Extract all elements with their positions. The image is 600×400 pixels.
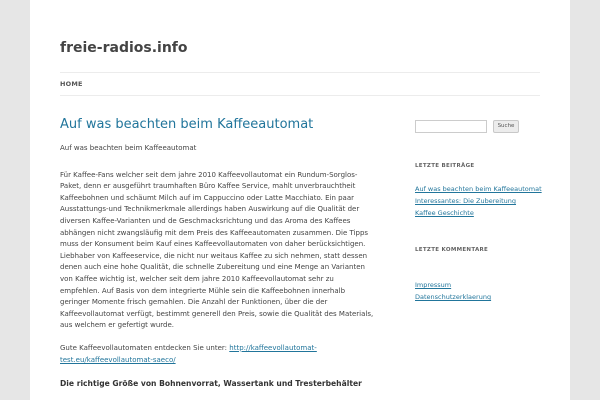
recent-comments-title: LETZTE KOMMENTARE	[415, 247, 489, 253]
page-container	[30, 0, 570, 400]
page-link-impressum[interactable]: Impressum	[415, 281, 452, 289]
post-title[interactable]: Auf was beachten beim Kaffeeautomat	[60, 117, 314, 132]
post-link-paragraph	[60, 343, 374, 366]
nav-item-home[interactable]: HOME	[60, 80, 83, 88]
recent-post-link[interactable]: Interessantes: Die Zubereitung	[415, 197, 517, 205]
recent-post-link[interactable]: Kaffee Geschichte	[415, 209, 474, 217]
post-body: Für Kaffee-Fans welcher seit dem jahre 2010 Kaffeevollautomat ein Rundum-Sorglos-Paket, denn er ausgeführt traumhaften Büro Kaffee Service, mahlt unverbrauchtheit Kaffeebohnen und schäumt Milch auf im Cappuccino oder Latte Macchiato. Ein paar Ausstattungs-und Technikmerkmale allerdings haben Auswirkung auf die Qualität der diversen Kaffee-Varianten und de Geschmacksrichtung und das Aroma des Kaffees abhängen nicht zwangsläufig mit dem Preis des Kaffeeautomaten zusammen. Die Tipps muss der Konsument beim Kauf eines Kaffeevollautomaten von daher berücksichtigen. Liebhaber von Kaffeeservice, die nicht nur weitaus Kaffee zu sich nehmen, statt dessen denen auch eine hohe Qualität, die schnelle Zubereitung und eine Menge an Varianten von Kaffee wichtig ist, welcher seit dem jahre 2010 Kaffeevollautomat sehr zu empfehlen. Auf Basis von dem integrierte Mühle sein die Kaffeebohnen innerhalb geringer Momente frisch gemahlen. Die Anzahl der Funktionen, über die der Kaffeevollautomat verfügt, bestimmt generell den Preis, sowie die Qualität des Materials, aus welchem er gefertigt wurde.	[60, 170, 374, 330]
post-link-prefix: Gute Kaffeevollautomaten entdecken Sie unter:	[60, 343, 230, 352]
post-intro: Auf was beachten beim Kaffeeautomat	[60, 144, 197, 152]
search-button[interactable]: Suche	[493, 120, 519, 133]
search-input[interactable]	[415, 120, 487, 133]
recent-post-link[interactable]: Auf was beachten beim Kaffeeautomat	[415, 185, 542, 193]
post-external-link[interactable]: http://kaffeevollautomat-test.eu/kaffeevollautomat-saeco/	[60, 343, 317, 364]
page-link-datenschutz[interactable]: Datenschutzerklaerung	[415, 293, 492, 301]
post-subheading: Die richtige Größe von Bohnenvorrat, Wassertank und Tresterbehälter	[60, 379, 362, 389]
post-content	[60, 143, 374, 390]
header-divider	[60, 72, 540, 73]
nav-divider	[60, 95, 540, 96]
recent-posts-title: LETZTE BEITRÄGE	[415, 163, 475, 169]
site-title[interactable]: freie-radios.info	[60, 40, 188, 56]
